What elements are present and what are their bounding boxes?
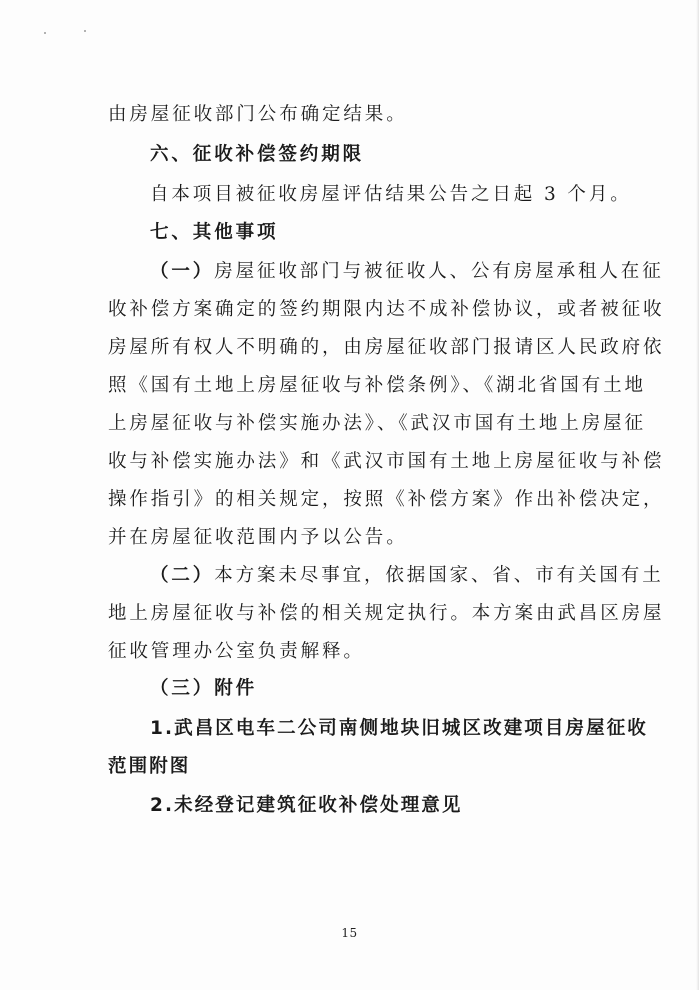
paragraph-text: 房屋征收部门与被征收人、公有房屋承租人在征	[214, 261, 664, 282]
paragraph-line: 收补偿方案确定的签约期限内达不成补偿协议，或者被征收	[108, 299, 665, 320]
attachment-item-1: 1.武昌区电车二公司南侧地块旧城区改建项目房屋征收	[150, 718, 648, 739]
paragraph-first-line	[150, 260, 664, 284]
paragraph-line: 照《国有土地上房屋征收与补偿条例》、《湖北省国有土地	[108, 375, 646, 396]
paragraph-line: 上房屋征收与补偿实施办法》、《武汉市国有土地上房屋征	[108, 413, 646, 434]
paragraph-line: 并在房屋征收范围内予以公告。	[108, 527, 408, 548]
attachment-item-1-continued: 范围附图	[108, 756, 191, 777]
item-marker-2: （二）	[150, 565, 215, 586]
attachment-item-2: 2.未经登记建筑征收补偿处理意见	[150, 795, 463, 816]
paragraph-first-line	[150, 564, 664, 588]
scan-artifact	[42, 28, 102, 38]
paragraph-text: 本方案未尽事宜，依据国家、省、市有关国有土	[214, 565, 664, 586]
paragraph-line: 由房屋征收部门公布确定结果。	[108, 104, 408, 125]
paragraph-line: 地上房屋征收与补偿的相关规定执行。本方案由武昌区房屋	[108, 603, 665, 624]
section-heading-signing-period: 六、征收补偿签约期限	[150, 144, 365, 165]
paragraph-line: 征收管理办公室负责解释。	[108, 641, 365, 662]
paragraph-line: 房屋所有权人不明确的，由房屋征收部门报请区人民政府依	[108, 337, 665, 358]
item-marker-1: （一）	[150, 261, 215, 282]
paragraph-line: 操作指引》的相关规定，按照《补偿方案》作出补偿决定，	[108, 489, 665, 510]
page-number: 15	[341, 926, 358, 940]
paragraph-line: 收与补偿实施办法》和《武汉市国有土地上房屋征收与补偿	[108, 451, 665, 472]
paragraph-line: 自本项目被征收房屋评估结果公告之日起 3 个月。	[150, 184, 632, 205]
section-heading-other-matters: 七、其他事项	[150, 222, 279, 243]
attachments-heading: （三）附件	[150, 678, 258, 699]
